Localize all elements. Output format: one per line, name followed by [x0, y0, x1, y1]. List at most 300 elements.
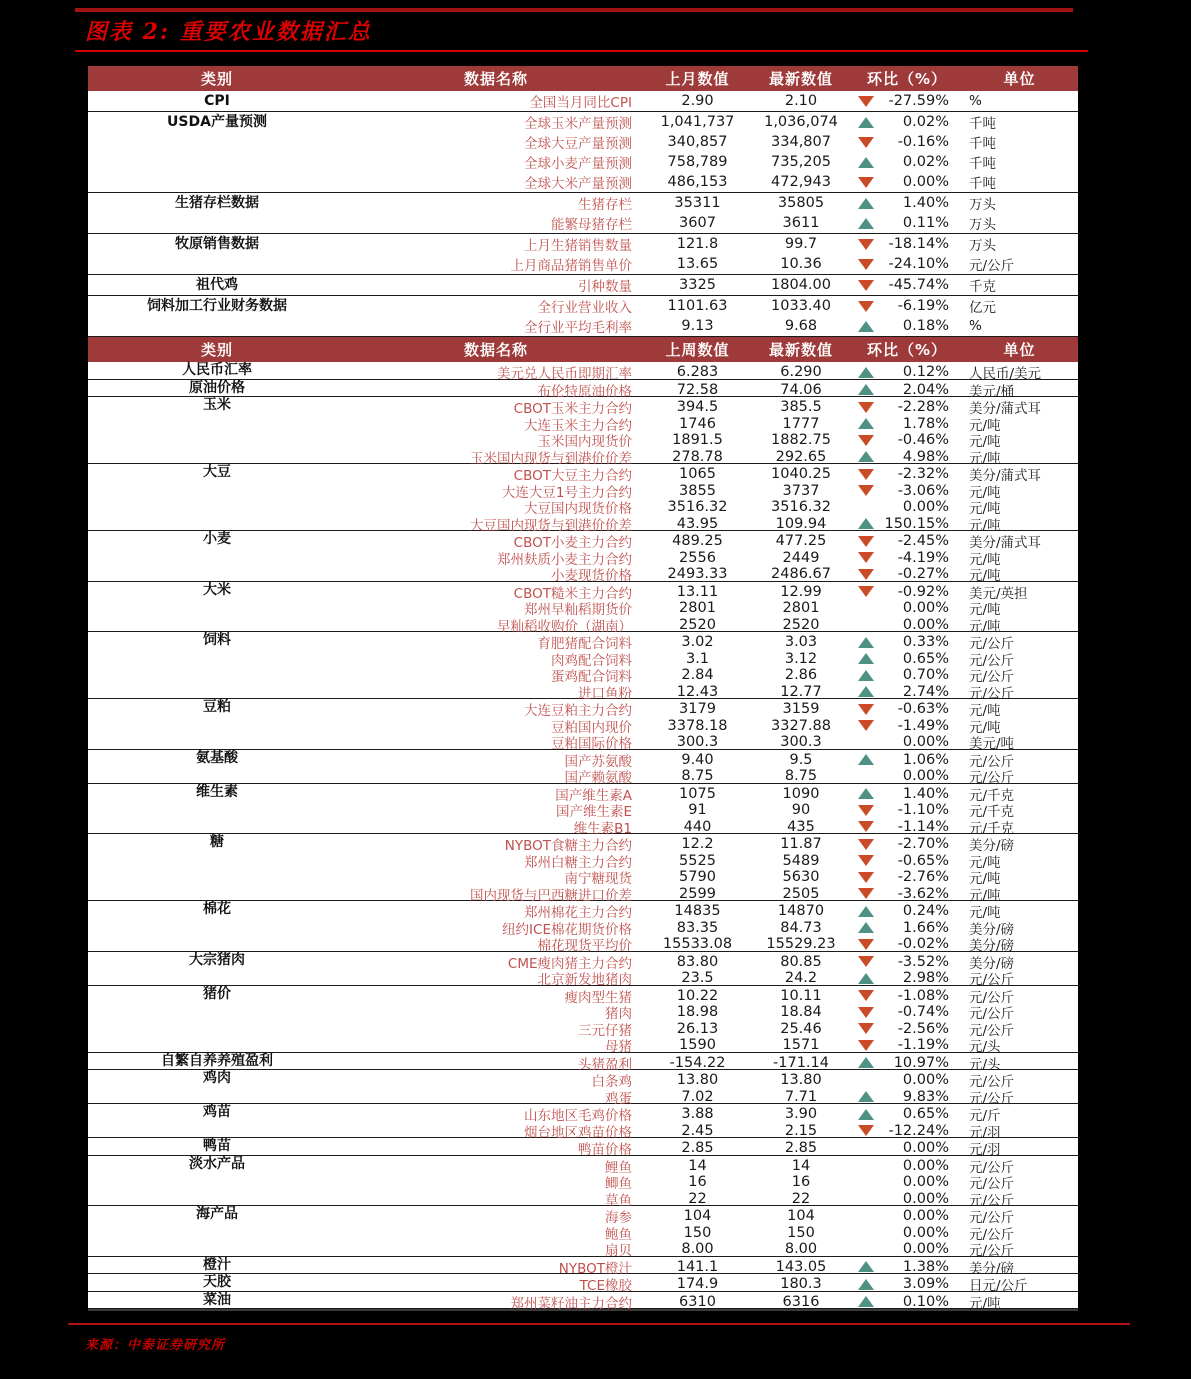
table-row [346, 254, 1078, 274]
column-header: 单位 [1003, 341, 1036, 359]
table-row [346, 275, 1078, 295]
table-row [346, 800, 1078, 820]
source-note: 来源：中泰证券研究所 [85, 1338, 226, 1353]
change-percent: 0.00% [902, 174, 949, 190]
table-row [346, 1070, 1078, 1090]
up-arrow-icon [853, 218, 879, 229]
data-name-cell: 国产苏氨酸 [564, 753, 632, 770]
unit-cell: 元/吨 [969, 434, 1001, 450]
latest-value-cell: 2486.67 [771, 566, 831, 582]
unit-cell: % [969, 93, 982, 109]
up-arrow-icon [853, 157, 879, 168]
data-name-cell: 小麦现货价格 [551, 568, 632, 584]
prev-value-cell: 3.88 [681, 1106, 714, 1122]
data-name-cell: 肉鸡配合饲料 [551, 652, 632, 669]
data-name-cell: 全国当月同比CPI [529, 95, 632, 111]
latest-value-cell: 2.10 [784, 93, 818, 109]
table-row [346, 362, 1078, 382]
change-percent: 0.00% [902, 1072, 949, 1088]
latest-value-cell: 3737 [782, 482, 820, 499]
change-percent: -3.62% [897, 885, 949, 902]
prev-value-cell: 13.11 [676, 583, 719, 600]
unit-cell: 元/公斤 [969, 972, 1015, 988]
prev-value-cell: 104 [683, 1208, 712, 1224]
up-arrow-icon [853, 906, 879, 917]
data-name-cell: 郑州菜籽油主力合约 [510, 1295, 632, 1312]
table-row [346, 732, 1078, 752]
change-percent: 3.09% [902, 1276, 949, 1292]
category-label: 淡水产品 [189, 1155, 245, 1172]
change-percent: -0.27% [897, 566, 949, 582]
table-row [346, 380, 1078, 400]
change-cell [853, 213, 961, 233]
unit-cell: 美分/蒲式耳 [969, 535, 1042, 551]
table-row [346, 213, 1078, 233]
latest-value-cell: 3159 [782, 701, 820, 717]
table-row [346, 1053, 1078, 1073]
table-row [346, 817, 1078, 837]
change-percent: 0.00% [902, 499, 949, 515]
change-percent: 1.40% [902, 785, 949, 802]
data-name-cell: 全行业平均毛利率 [524, 320, 632, 336]
unit-cell: 万头 [969, 197, 996, 213]
data-name-cell: 大连豆粕主力合约 [524, 703, 632, 719]
change-percent: 4.98% [902, 448, 949, 465]
down-arrow-icon [853, 1007, 879, 1018]
table-row [346, 968, 1078, 988]
data-name-cell: CBOT小麦主力合约 [513, 535, 632, 551]
unit-cell: 美元/桶 [969, 383, 1015, 400]
latest-value-cell: 80.85 [780, 953, 822, 970]
unit-cell: 元/吨 [969, 602, 1001, 618]
prev-value-cell: 26.13 [676, 1020, 719, 1037]
category-group [88, 1053, 1078, 1071]
group-rows [346, 952, 1078, 988]
category-label: 人民币汇率 [182, 362, 252, 378]
unit-cell: 美元/英担 [969, 585, 1028, 602]
category-label: 鸡肉 [203, 1070, 231, 1086]
unit-cell: 元/公斤 [969, 258, 1015, 274]
unit-cell: 元/公斤 [969, 1074, 1015, 1090]
column-header: 上周数值 [665, 341, 730, 359]
down-arrow-icon [853, 137, 879, 148]
prev-value-cell: 10.22 [676, 987, 719, 1004]
table-row [346, 986, 1078, 1006]
prev-value-cell: 1075 [679, 785, 716, 802]
latest-value-cell: 2.15 [784, 1122, 818, 1139]
unit-cell: 元/吨 [969, 719, 1001, 736]
unit-cell: 元/公斤 [969, 989, 1015, 1006]
unit-cell: 人民币/美元 [969, 366, 1042, 382]
table-row [346, 316, 1078, 336]
category-label: 鸭苗 [203, 1138, 231, 1154]
change-percent: 0.02% [902, 154, 949, 170]
prev-value-cell: 2599 [679, 885, 716, 902]
change-cell [853, 275, 961, 295]
unit-cell: 美分/蒲式耳 [969, 401, 1042, 417]
unit-cell: 千吨 [969, 136, 996, 152]
footer-rule [68, 1323, 1130, 1325]
change-percent: -2.70% [897, 836, 949, 852]
prev-value-cell: 9.40 [681, 751, 714, 768]
down-arrow-icon [853, 939, 879, 950]
unit-cell: 元/吨 [969, 417, 1001, 434]
prev-value-cell: 15533.08 [662, 936, 733, 952]
change-cell [853, 296, 961, 316]
group-rows [346, 750, 1078, 786]
data-name-cell: 布伦特原油价格 [537, 383, 632, 400]
prev-value-cell: 35311 [674, 195, 721, 211]
latest-value-cell: 477.25 [775, 533, 827, 549]
latest-value-cell: 9.68 [784, 318, 818, 334]
latest-value-cell: 11.87 [780, 836, 822, 852]
unit-cell: 元/头 [969, 1056, 1001, 1073]
table-row [346, 884, 1078, 904]
group-rows [346, 380, 1078, 400]
change-percent: -1.08% [897, 987, 949, 1004]
data-name-cell: 郑州早籼稻期货价 [524, 602, 632, 618]
data-name-cell: CBOT糙米主力合约 [513, 585, 632, 602]
prev-value-cell: 16 [688, 1174, 707, 1190]
change-percent: 1.38% [902, 1258, 949, 1275]
down-arrow-icon [853, 839, 879, 850]
up-arrow-icon [853, 686, 879, 697]
latest-value-cell: 13.80 [780, 1072, 822, 1088]
down-arrow-icon [853, 1125, 879, 1136]
data-name-cell: 鲍鱼 [605, 1226, 632, 1243]
category-group [88, 296, 1078, 337]
change-percent: -3.06% [897, 482, 949, 499]
change-percent: -1.19% [897, 1037, 949, 1053]
latest-value-cell: 99.7 [784, 236, 818, 252]
unit-cell: 元/千克 [969, 820, 1015, 837]
change-percent: 0.00% [902, 1174, 949, 1190]
latest-value-cell: 3.90 [784, 1106, 818, 1122]
data-name-cell: 郑州麸质小麦主力合约 [497, 551, 632, 568]
up-arrow-icon [853, 198, 879, 209]
unit-cell: 美分/磅 [969, 955, 1015, 972]
down-arrow-icon [853, 805, 879, 816]
change-percent: -27.59% [888, 93, 949, 109]
table-header-row [88, 66, 1078, 91]
prev-value-cell: 1101.63 [667, 298, 728, 314]
data-name-cell: 上月生猪销售数量 [524, 238, 632, 254]
prev-value-cell: 2520 [679, 616, 716, 633]
table-row [346, 952, 1078, 972]
prev-value-cell: 150 [683, 1224, 712, 1241]
latest-value-cell: 16 [791, 1174, 811, 1190]
table-row [346, 1104, 1078, 1124]
category-group [88, 699, 1078, 750]
data-name-cell: 郑州棉花主力合约 [524, 905, 632, 921]
down-arrow-icon [853, 855, 879, 866]
figure-title: 图表 2: 重要农业数据汇总 [85, 19, 372, 45]
change-percent: -45.74% [888, 277, 949, 293]
change-percent: -2.56% [897, 1020, 949, 1037]
data-name-cell: 引种数量 [578, 279, 632, 295]
down-arrow-icon [853, 1023, 879, 1034]
prev-value-cell: 1,041,737 [660, 114, 735, 130]
group-rows [346, 1138, 1078, 1158]
change-percent: -0.46% [897, 432, 949, 448]
data-name-cell: TCE橡胶 [579, 1278, 632, 1294]
prev-value-cell: 2.85 [681, 1140, 714, 1156]
unit-cell: 元/吨 [969, 703, 1001, 719]
latest-value-cell: 2.85 [784, 1140, 818, 1156]
unit-cell: 美分/磅 [969, 921, 1015, 938]
unit-cell: 元/公斤 [969, 753, 1015, 770]
change-percent: 0.10% [902, 1293, 949, 1310]
unit-cell: 美分/蒲式耳 [969, 468, 1042, 484]
down-arrow-icon [853, 1040, 879, 1051]
category-group [88, 91, 1078, 112]
data-name-cell: 大豆国内现货与到港价价差 [470, 517, 632, 534]
prev-value-cell: 22 [688, 1190, 707, 1207]
category-label: 大宗猪肉 [189, 951, 245, 968]
table-header-row [88, 337, 1078, 362]
group-rows [346, 112, 1078, 192]
change-percent: 0.00% [902, 1224, 949, 1241]
latest-value-cell: 90 [791, 802, 811, 818]
latest-value-cell: 5489 [782, 852, 820, 869]
prev-value-cell: 8.75 [681, 768, 714, 784]
prev-value-cell: 3378.18 [667, 717, 728, 734]
up-arrow-icon [853, 321, 879, 332]
down-arrow-icon [853, 821, 879, 832]
group-rows [346, 632, 1078, 702]
latest-value-cell: 1571 [782, 1037, 820, 1053]
data-name-cell: 鸭苗价格 [578, 1142, 632, 1158]
change-percent: -0.65% [897, 852, 949, 869]
table-row [346, 1223, 1078, 1243]
change-cell [853, 172, 961, 192]
change-percent: -0.16% [897, 134, 949, 150]
category-group [88, 952, 1078, 986]
change-percent: 0.00% [902, 1241, 949, 1257]
unit-cell: 万头 [969, 238, 996, 254]
latest-value-cell: 3327.88 [771, 717, 831, 734]
prev-value-cell: 2556 [679, 549, 716, 566]
report-table [88, 66, 1078, 1311]
unit-cell: 元/公斤 [969, 1090, 1015, 1107]
group-rows [346, 834, 1078, 904]
up-arrow-icon [853, 670, 879, 681]
table-row [346, 1172, 1078, 1192]
down-arrow-icon [853, 96, 879, 107]
data-name-cell: 全行业营业收入 [537, 300, 632, 316]
latest-value-cell: 18.84 [780, 1004, 822, 1020]
category-label: 海产品 [196, 1206, 238, 1222]
latest-value-cell: 8.75 [784, 768, 818, 784]
change-percent: 2.98% [902, 970, 949, 986]
unit-cell: 元/公斤 [969, 636, 1015, 652]
unit-cell: 千克 [969, 279, 996, 295]
table-row [346, 1189, 1078, 1209]
change-percent: 0.65% [902, 1106, 949, 1122]
data-name-cell: 全球小麦产量预测 [524, 156, 632, 172]
prev-value-cell: 1891.5 [672, 432, 723, 448]
data-name-cell: 鲫鱼 [605, 1176, 632, 1192]
latest-value-cell: 5630 [782, 869, 820, 885]
table-row [346, 682, 1078, 702]
table-row [346, 1138, 1078, 1158]
change-percent: 0.02% [902, 114, 949, 130]
change-percent: -18.14% [888, 236, 949, 252]
category-group [88, 1257, 1078, 1275]
change-percent: 2.04% [902, 381, 949, 398]
latest-value-cell: 22 [791, 1190, 811, 1207]
prev-value-cell: 12.43 [676, 683, 719, 700]
table-row [346, 934, 1078, 954]
column-header: 类别 [200, 70, 233, 88]
change-percent: 0.00% [902, 1157, 949, 1174]
data-name-cell: 大豆国内现货价格 [524, 501, 632, 517]
data-name-cell: 猪肉 [605, 1006, 632, 1022]
unit-cell: 元/吨 [969, 450, 1001, 467]
prev-value-cell: 13.65 [676, 256, 719, 272]
table-row [346, 918, 1078, 938]
change-percent: 10.97% [893, 1054, 949, 1071]
latest-value-cell: 1,036,074 [764, 114, 838, 130]
table-row [346, 414, 1078, 434]
latest-value-cell: 300.3 [780, 734, 822, 750]
data-name-cell: 国产赖氨酸 [564, 770, 632, 786]
column-header: 环比（%） [866, 70, 948, 88]
down-arrow-icon [853, 485, 879, 496]
prev-value-cell: 8.00 [681, 1241, 714, 1257]
data-name-cell: 全球玉米产量预测 [524, 116, 632, 132]
table-row [346, 531, 1078, 551]
latest-value-cell: 12.77 [780, 683, 822, 700]
category-label: 自繁自养养殖盈利 [161, 1052, 273, 1069]
category-group [88, 901, 1078, 952]
prev-value-cell: 91 [688, 802, 707, 818]
up-arrow-icon [853, 653, 879, 664]
table-row [346, 548, 1078, 568]
change-percent: 0.00% [902, 734, 949, 750]
latest-value-cell: 2.86 [784, 667, 818, 683]
change-percent: -0.02% [897, 936, 949, 952]
change-percent: -24.10% [888, 256, 949, 272]
unit-cell: 日元/公斤 [969, 1278, 1028, 1294]
change-cell [853, 254, 961, 274]
prev-value-cell: 83.80 [676, 953, 719, 970]
category-label: 牧原销售数据 [175, 236, 259, 252]
column-header: 最新数值 [768, 341, 833, 359]
up-arrow-icon [853, 1109, 879, 1120]
category-group [88, 1070, 1078, 1107]
up-arrow-icon [853, 418, 879, 429]
data-name-cell: 扇贝 [605, 1243, 632, 1259]
latest-value-cell: 385.5 [780, 399, 822, 415]
group-rows [346, 986, 1078, 1055]
latest-value-cell: 2520 [782, 616, 820, 633]
table-row [346, 1206, 1078, 1226]
change-percent: -1.14% [897, 818, 949, 835]
prev-value-cell: -154.22 [669, 1054, 726, 1071]
group-rows [346, 699, 1078, 752]
category-group [88, 275, 1078, 296]
down-arrow-icon [853, 569, 879, 580]
down-arrow-icon [853, 552, 879, 563]
category-label: 生猪存栏数据 [175, 195, 259, 211]
latest-value-cell: 150 [787, 1224, 815, 1241]
table-row [346, 582, 1078, 602]
category-label: 饲料加工行业财务数据 [147, 298, 287, 314]
category-label: 氨基酸 [196, 749, 238, 766]
latest-value-cell: 334,807 [771, 134, 831, 150]
category-label: 大豆 [203, 464, 231, 480]
category-label: 维生素 [196, 783, 238, 800]
table-row [346, 901, 1078, 921]
latest-value-cell: 3.12 [784, 650, 818, 667]
prev-value-cell: 14 [688, 1157, 707, 1174]
change-percent: 0.12% [902, 364, 949, 380]
unit-cell: 元/公斤 [969, 1226, 1015, 1243]
down-arrow-icon [853, 704, 879, 715]
down-arrow-icon [853, 177, 879, 188]
change-percent: 0.00% [902, 1190, 949, 1207]
unit-cell: 美分/磅 [969, 1260, 1015, 1277]
up-arrow-icon [853, 1057, 879, 1068]
data-name-cell: NYBOT食糖主力合约 [504, 838, 632, 854]
unit-cell: 千吨 [969, 176, 996, 192]
latest-value-cell: -171.14 [773, 1054, 829, 1071]
table-row [346, 649, 1078, 669]
table-row [346, 296, 1078, 316]
group-rows [346, 275, 1078, 295]
unit-cell: 元/吨 [969, 568, 1001, 584]
change-percent: 0.00% [902, 1208, 949, 1224]
category-label: 小麦 [203, 531, 231, 547]
table-row [346, 1156, 1078, 1176]
prev-value-cell: 1746 [679, 415, 716, 432]
column-header: 类别 [200, 341, 233, 359]
prev-value-cell: 394.5 [676, 399, 719, 415]
table-row [346, 1087, 1078, 1107]
change-percent: 1.06% [902, 751, 949, 768]
table-row [346, 598, 1078, 618]
category-group [88, 1274, 1078, 1292]
column-header: 环比（%） [866, 341, 948, 359]
prev-value-cell: 5525 [679, 852, 716, 869]
down-arrow-icon [853, 402, 879, 413]
change-percent: -12.24% [888, 1122, 949, 1139]
change-percent: -1.49% [897, 717, 949, 734]
data-name-cell: NYBOT橙汁 [558, 1260, 632, 1277]
data-name-cell: 大连玉米主力合约 [524, 417, 632, 434]
change-percent: 0.18% [902, 318, 949, 334]
data-name-cell: 玉米国内现货与到港价价差 [470, 450, 632, 467]
unit-cell: 元/吨 [969, 501, 1001, 517]
up-arrow-icon [853, 1279, 879, 1290]
data-name-cell: 玉米国内现货价 [537, 434, 632, 450]
category-group [88, 784, 1078, 835]
unit-cell: 元/公斤 [969, 1159, 1015, 1176]
data-name-cell: 郑州白糖主力合约 [524, 854, 632, 871]
up-arrow-icon [853, 1296, 879, 1307]
data-name-cell: 美元兑人民币即期汇率 [497, 366, 632, 382]
data-name-cell: 母猪 [605, 1039, 632, 1055]
prev-value-cell: 3607 [679, 215, 716, 231]
category-label: 豆粕 [203, 699, 231, 715]
change-percent: 0.65% [902, 650, 949, 667]
unit-cell: 元/吨 [969, 871, 1001, 887]
table-row [346, 766, 1078, 786]
table-row [346, 234, 1078, 254]
latest-value-cell: 2449 [782, 549, 820, 566]
data-name-cell: 三元仔猪 [578, 1022, 632, 1039]
